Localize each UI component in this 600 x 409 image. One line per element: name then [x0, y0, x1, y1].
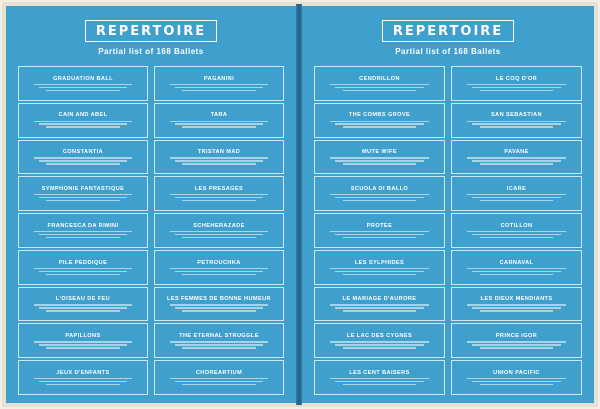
ballet-title: THE COMBS GROVE	[348, 112, 411, 119]
credit-line	[343, 90, 417, 91]
credit-line	[46, 310, 119, 311]
credit-line	[170, 378, 268, 379]
ballet-title: COTILLON	[500, 222, 533, 229]
credit-line	[39, 87, 127, 88]
credit-line	[330, 84, 428, 85]
credit-line	[175, 123, 263, 124]
credit-line	[182, 310, 255, 311]
credit-line	[472, 234, 561, 235]
credit-line	[34, 194, 132, 195]
credit-line	[182, 347, 255, 348]
ballet-entry	[451, 250, 582, 285]
credit-line	[175, 160, 263, 161]
ballet-entry	[154, 66, 284, 101]
credit-line	[335, 87, 424, 88]
ballet-title: LE MARIAGE D'AURORE	[342, 296, 417, 303]
credit-line	[480, 90, 554, 91]
ballet-entry	[314, 360, 445, 395]
credit-line	[472, 307, 561, 308]
credit-line	[467, 194, 565, 195]
credit-line	[330, 341, 428, 342]
credit-line	[34, 268, 132, 269]
credit-line	[343, 384, 417, 385]
credit-line	[330, 194, 428, 195]
credit-line	[335, 307, 424, 308]
left-column-2	[154, 66, 284, 395]
credit-line	[480, 237, 554, 238]
ballet-entry	[154, 323, 284, 358]
ballet-entry	[18, 66, 148, 101]
ballet-entry	[451, 287, 582, 322]
right-page-subtitle: Partial list of 168 Ballets	[395, 47, 501, 56]
credit-line	[480, 347, 554, 348]
ballet-title: PROTEE	[366, 222, 393, 229]
credit-line	[175, 197, 263, 198]
credit-line	[39, 123, 127, 124]
credit-line	[472, 197, 561, 198]
credit-line	[472, 123, 561, 124]
ballet-entry	[451, 360, 582, 395]
ballet-title: TARA	[210, 112, 228, 119]
credit-line	[170, 121, 268, 122]
credit-line	[335, 381, 424, 382]
ballet-title: PAGANINI	[203, 75, 235, 82]
ballet-entry	[154, 103, 284, 138]
credit-line	[175, 307, 263, 308]
credit-line	[472, 87, 561, 88]
ballet-entry	[18, 103, 148, 138]
credit-line	[170, 268, 268, 269]
ballet-entry	[18, 250, 148, 285]
credit-line	[46, 384, 119, 385]
ballet-entry	[18, 360, 148, 395]
credit-line	[39, 160, 127, 161]
credit-line	[343, 310, 417, 311]
credit-line	[335, 344, 424, 345]
credit-line	[39, 271, 127, 272]
ballet-entry	[18, 287, 148, 322]
ballet-title: LES PRESAGES	[194, 186, 244, 193]
credit-line	[170, 84, 268, 85]
ballet-title: CAIN AND ABEL	[58, 112, 108, 119]
ballet-entry	[451, 66, 582, 101]
credit-line	[46, 237, 119, 238]
credit-line	[467, 341, 565, 342]
ballet-title: CONSTANTIA	[62, 149, 104, 156]
credit-line	[472, 344, 561, 345]
credit-line	[335, 271, 424, 272]
credit-line	[467, 378, 565, 379]
credit-line	[46, 347, 119, 348]
ballet-entry	[451, 323, 582, 358]
credit-line	[46, 163, 119, 164]
credit-line	[330, 231, 428, 232]
ballet-entry	[314, 176, 445, 211]
credit-line	[39, 381, 127, 382]
ballet-title: THE ETERNAL STRUGGLE	[179, 333, 259, 340]
credit-line	[480, 274, 554, 275]
ballet-title: SCUOLA DI BALLO	[350, 186, 409, 193]
credit-line	[182, 274, 255, 275]
ballet-title: L'OISEAU DE FEU	[55, 296, 111, 303]
credit-line	[343, 274, 417, 275]
credit-line	[182, 200, 255, 201]
credit-line	[472, 271, 561, 272]
credit-line	[343, 200, 417, 201]
right-page-title: REPERTOIRE	[382, 20, 514, 42]
ballet-entry	[154, 250, 284, 285]
ballet-entry	[314, 140, 445, 175]
credit-line	[467, 304, 565, 305]
credit-line	[467, 121, 565, 122]
left-page-title: REPERTOIRE	[85, 20, 217, 42]
ballet-entry	[154, 360, 284, 395]
credit-line	[480, 163, 554, 164]
ballet-entry	[18, 213, 148, 248]
ballet-title: ICARE	[506, 186, 527, 193]
ballet-entry	[451, 140, 582, 175]
credit-line	[175, 381, 263, 382]
ballet-entry	[314, 213, 445, 248]
credit-line	[472, 381, 561, 382]
ballet-title: PETROUCHKA	[197, 259, 241, 266]
ballet-entry	[314, 287, 445, 322]
ballet-entry	[314, 66, 445, 101]
credit-line	[330, 378, 428, 379]
credit-line	[343, 347, 417, 348]
credit-line	[46, 126, 119, 127]
ballet-entry	[451, 213, 582, 248]
credit-line	[39, 307, 127, 308]
ballet-title: LE LAC DES CYGNES	[346, 333, 413, 340]
credit-line	[170, 231, 268, 232]
credit-line	[170, 341, 268, 342]
left-page	[6, 6, 296, 403]
right-column-2	[451, 66, 582, 395]
credit-line	[34, 157, 132, 158]
left-page-subtitle: Partial list of 168 Ballets	[98, 47, 204, 56]
ballet-entry	[18, 176, 148, 211]
ballet-title: CHOREARTIUM	[195, 369, 243, 376]
credit-line	[182, 90, 255, 91]
credit-line	[343, 126, 417, 127]
credit-line	[472, 160, 561, 161]
ballet-title: SCHEHERAZADE	[193, 222, 245, 229]
credit-line	[34, 121, 132, 122]
ballet-title: PAVANE	[504, 149, 529, 156]
ballet-entry	[154, 287, 284, 322]
credit-line	[467, 231, 565, 232]
ballet-title: UNION PACIFIC	[493, 369, 540, 376]
credit-line	[182, 237, 255, 238]
credit-line	[175, 271, 263, 272]
ballet-title: PAPILLONS	[65, 333, 101, 340]
ballet-entry	[154, 213, 284, 248]
right-column-1	[314, 66, 445, 395]
credit-line	[467, 157, 565, 158]
ballet-title: LES SYLPHIDES	[354, 259, 405, 266]
ballet-entry	[18, 140, 148, 175]
ballet-title: LES DIEUX MENDIANTS	[480, 296, 553, 303]
credit-line	[34, 231, 132, 232]
ballet-title: PILE PEDDIQUE	[58, 259, 108, 266]
ballet-title: CENDRILLON	[359, 75, 400, 82]
right-header	[302, 20, 594, 56]
credit-line	[46, 90, 119, 91]
ballet-title: MUTE WIFE	[362, 149, 397, 156]
credit-line	[182, 384, 255, 385]
ballet-title: FRANCESCA DA RIMINI	[47, 222, 119, 229]
credit-line	[182, 126, 255, 127]
ballet-title: LES FEMMES DE BONNE HUMEUR	[167, 296, 271, 303]
credit-line	[343, 237, 417, 238]
ballet-entry	[154, 140, 284, 175]
ballet-entry	[451, 176, 582, 211]
ballet-entry	[451, 103, 582, 138]
ballet-entry	[154, 176, 284, 211]
ballet-title: GRADUATION BALL	[53, 75, 113, 82]
credit-line	[335, 123, 424, 124]
credit-line	[480, 384, 554, 385]
credit-line	[34, 304, 132, 305]
ballet-title: TRISTAN MAD	[197, 149, 241, 156]
credit-line	[170, 194, 268, 195]
credit-line	[34, 84, 132, 85]
credit-line	[170, 304, 268, 305]
left-header	[6, 20, 296, 56]
ballet-entry	[314, 323, 445, 358]
credit-line	[330, 268, 428, 269]
credit-line	[46, 200, 119, 201]
ballet-title: SAN SEBASTIAN	[491, 112, 542, 119]
credit-line	[46, 274, 119, 275]
credit-line	[480, 200, 554, 201]
credit-line	[170, 157, 268, 158]
credit-line	[480, 126, 554, 127]
ballet-title: LES CENT BAISERS	[349, 369, 410, 376]
credit-line	[480, 310, 554, 311]
ballet-entry	[314, 103, 445, 138]
credit-line	[182, 163, 255, 164]
credit-line	[39, 197, 127, 198]
credit-line	[175, 87, 263, 88]
credit-line	[335, 234, 424, 235]
credit-line	[330, 304, 428, 305]
ballet-title: LE COQ D'OR	[495, 75, 538, 82]
right-ballet-grid	[302, 66, 594, 395]
ballet-entry	[314, 250, 445, 285]
ballet-title: SYMPHONIE FANTASTIQUE	[41, 186, 125, 193]
credit-line	[330, 121, 428, 122]
credit-line	[34, 378, 132, 379]
credit-line	[467, 84, 565, 85]
credit-line	[175, 344, 263, 345]
credit-line	[39, 344, 127, 345]
ballet-title: PRINCE IGOR	[495, 333, 538, 340]
credit-line	[175, 234, 263, 235]
left-ballet-grid	[6, 66, 296, 395]
ballet-title: CARNAVAL	[499, 259, 534, 266]
ballet-entry	[18, 323, 148, 358]
credit-line	[34, 341, 132, 342]
right-page	[302, 6, 594, 403]
credit-line	[335, 160, 424, 161]
left-column-1	[18, 66, 148, 395]
credit-line	[343, 163, 417, 164]
credit-line	[330, 157, 428, 158]
credit-line	[39, 234, 127, 235]
credit-line	[335, 197, 424, 198]
credit-line	[467, 268, 565, 269]
ballet-title: JEUX D'ENFANTS	[56, 369, 110, 376]
